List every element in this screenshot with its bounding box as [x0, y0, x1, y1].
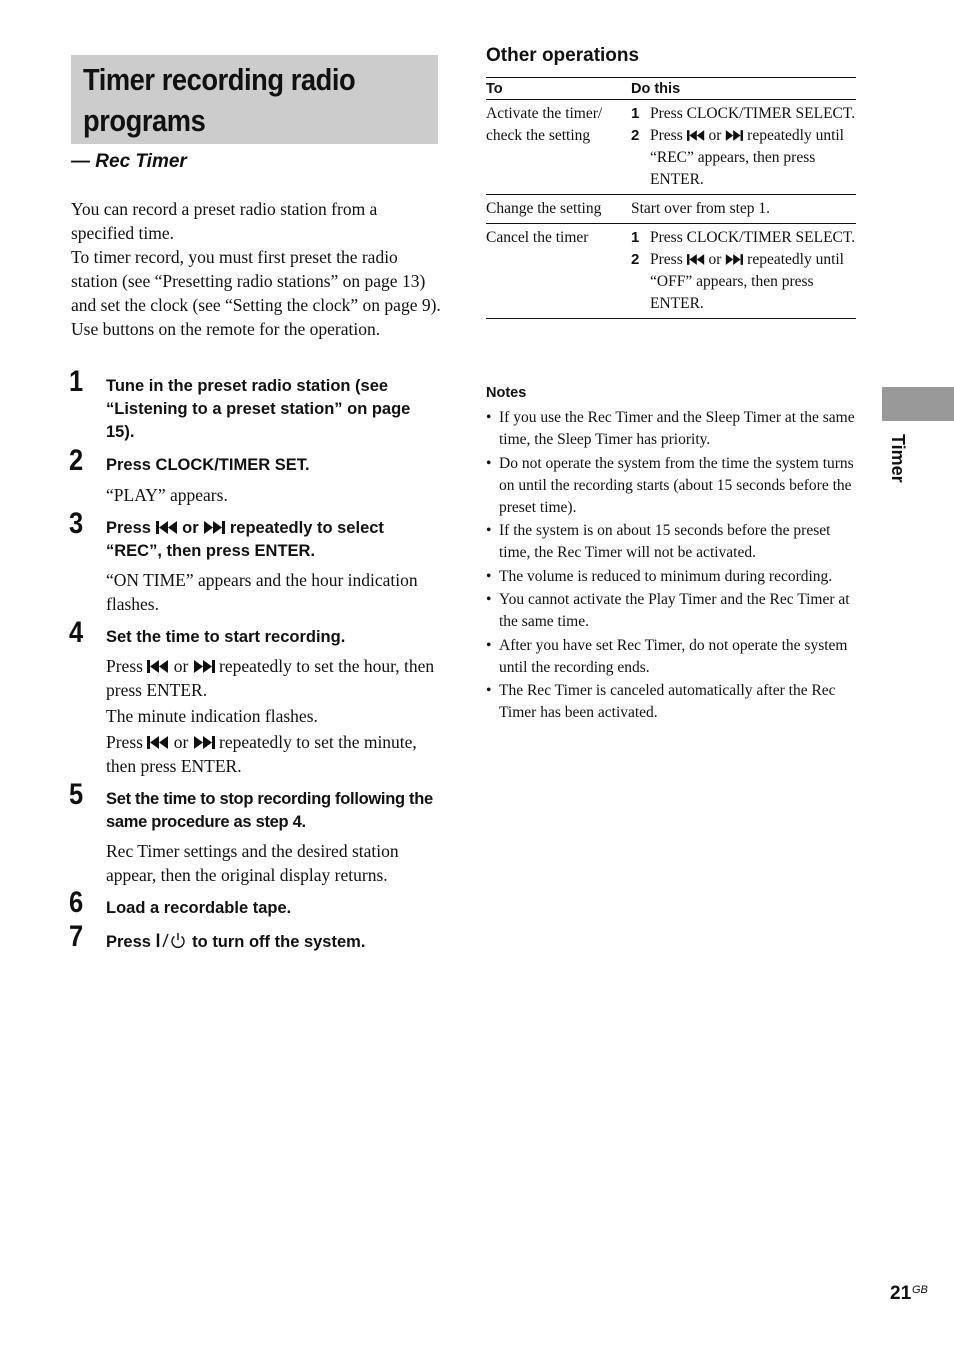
- step-heading: Load a recordable tape.: [106, 899, 292, 917]
- step-heading: Set the time to start recording.: [106, 628, 346, 646]
- step-number: 7: [69, 920, 84, 953]
- previous-track-icon: [147, 736, 169, 749]
- step-body: Press or repeatedly to set the hour, then press ENTER. The minute indication flashes. Press or repeatedly to set the minute, then press ENTER.: [106, 656, 435, 776]
- previous-track-icon: [687, 254, 705, 265]
- chapter-label: Timer: [888, 434, 908, 483]
- next-track-icon: [725, 130, 743, 141]
- table-cell-do: 1 Press CLOCK/TIMER SELECT. 2 Press or repeatedly until “REC” appears, then press ENTER.: [631, 100, 856, 195]
- list-item: • Do not operate the system from the time the system turns on until the recording starts (about 15 seconds before the preset time).: [486, 453, 856, 519]
- list-item: • You cannot activate the Play Timer and the Rec Timer at the same time.: [486, 589, 856, 633]
- table-cell-to: Cancel the timer: [486, 224, 631, 319]
- notes-title: Notes: [486, 385, 527, 401]
- next-track-icon: [193, 660, 215, 673]
- next-track-icon: [193, 736, 215, 749]
- table-row: [486, 100, 856, 195]
- table-row: [486, 195, 856, 224]
- page-title: Timer recording radio programs: [83, 62, 356, 138]
- intro-text: [71, 197, 441, 341]
- intro-paragraph: You can record a preset radio station from a specified time.: [71, 199, 378, 243]
- operations-table: [486, 77, 856, 319]
- list-item: • If the system is on about 15 seconds before the preset time, the Rec Timer will not be activated.: [486, 520, 856, 564]
- intro-paragraph: Use buttons on the remote for the operation.: [71, 319, 381, 339]
- step-number: 4: [69, 616, 84, 649]
- table-header-row: [486, 78, 856, 100]
- step-heading: Tune in the preset radio station (see “Listening to a preset station” on page 15).: [106, 377, 411, 441]
- step-number: 3: [69, 507, 84, 540]
- step-number: 1: [69, 365, 84, 398]
- list-item: • The volume is reduced to minimum during recording.: [486, 566, 856, 588]
- list-item: • If you use the Rec Timer and the Sleep Timer at the same time, the Sleep Timer has priority.: [486, 407, 856, 451]
- step-number: 2: [69, 444, 84, 477]
- page-subtitle: — Rec Timer: [71, 151, 187, 172]
- column-header-do-this: Do this: [631, 78, 856, 100]
- next-track-icon: [725, 254, 743, 265]
- title-banner: [71, 55, 438, 144]
- step-heading: Set the time to stop recording following the same procedure as step 4.: [106, 790, 433, 831]
- step-number: 5: [69, 778, 84, 811]
- notes-list: [486, 407, 856, 726]
- chapter-tab: [882, 387, 954, 421]
- page-region-code: GB: [912, 1284, 928, 1296]
- column-header-to: To: [486, 78, 631, 100]
- step-number: 6: [69, 886, 84, 919]
- table-cell-do: 1 Press CLOCK/TIMER SELECT. 2 Press or repeatedly until “OFF” appears, then press ENTER.: [631, 224, 856, 319]
- step-body: “ON TIME” appears and the hour indication flashes.: [106, 570, 418, 614]
- step-heading: Press to turn off the system.: [106, 933, 366, 951]
- step-body: “PLAY” appears.: [106, 485, 228, 505]
- list-item: • After you have set Rec Timer, do not operate the system until the recording ends.: [486, 635, 856, 679]
- list-item: • The Rec Timer is canceled automatically after the Rec Timer has been activated.: [486, 680, 856, 724]
- power-icon: [156, 932, 188, 949]
- step-heading: Press CLOCK/TIMER SET.: [106, 456, 310, 474]
- previous-track-icon: [687, 130, 705, 141]
- intro-paragraph: To timer record, you must first preset the radio station (see “Presetting radio stations” on page 13) and set the clock (see “Setting the clock” on page 9).: [71, 247, 441, 315]
- table-cell-to: Activate the timer/ check the setting: [486, 100, 631, 195]
- next-track-icon: [203, 521, 225, 534]
- page-number: 21: [890, 1283, 912, 1304]
- section-title-other-operations: Other operations: [486, 45, 640, 66]
- previous-track-icon: [147, 660, 169, 673]
- step-heading: Press or repeatedly to select “REC”, then press ENTER.: [106, 519, 384, 560]
- table-row: [486, 224, 856, 319]
- previous-track-icon: [156, 521, 178, 534]
- step-body: Rec Timer settings and the desired station appear, then the original display returns.: [106, 841, 399, 885]
- table-cell-do: Start over from step 1.: [631, 195, 856, 224]
- table-cell-to: Change the setting: [486, 195, 631, 224]
